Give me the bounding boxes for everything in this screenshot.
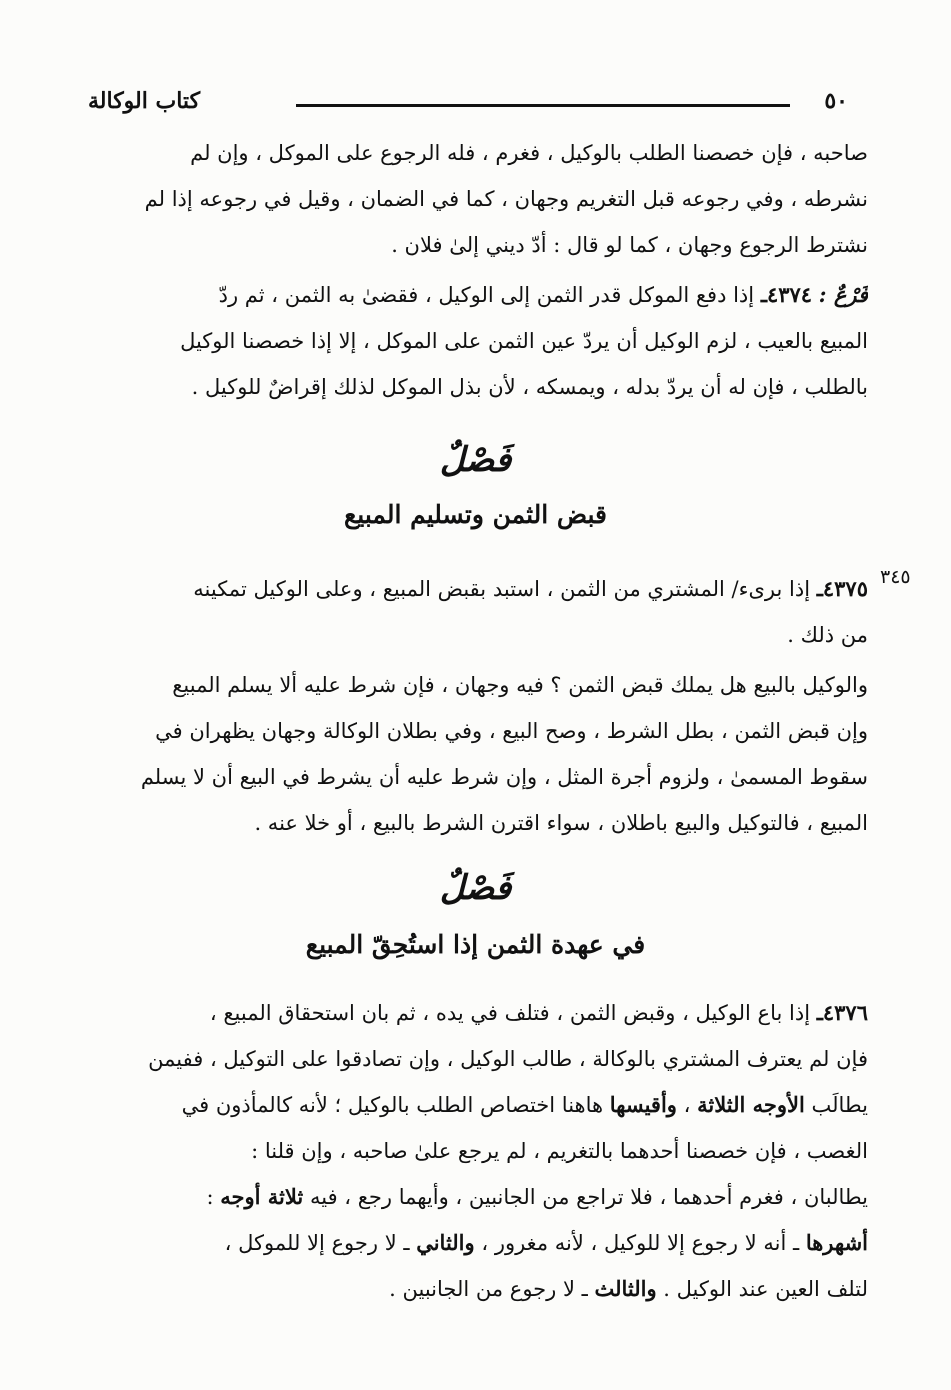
section-title: قبض الثمن وتسليم المبيع [343, 500, 608, 529]
issue-number: ٤٣٧٤ـ [760, 282, 813, 307]
book-title: كتاب الوكالة [88, 88, 201, 114]
page-number: ٥٠ [824, 88, 848, 114]
running-header [88, 88, 848, 120]
text-line [88, 566, 868, 612]
far-label: فَرْعٌ : [818, 282, 868, 307]
text-line [88, 1174, 868, 1220]
section-ornament: فَصْلٌ [439, 868, 512, 908]
bold-term: أشهرها [805, 1230, 868, 1255]
text-line [88, 1220, 868, 1266]
paragraph-1 [88, 130, 868, 268]
text-line: فإن لم يعترف المشتري بالوكالة ، طالب الوكيل ، وإن تصادقوا على التوكيل ، ففيمن [148, 1047, 868, 1071]
text-line: نشترط الرجوع وجهان ، كما لو قال : أدّ ديني إلىٰ فلان . [391, 233, 868, 257]
text-line: والوكيل بالبيع هل يملك قبض الثمن ؟ فيه وجهان ، فإن شرط عليه ألا يسلم المبيع [172, 673, 868, 697]
section-title: في عهدة الثمن إذا استُحِقّ المبيع [305, 930, 646, 959]
text-fragment: ، [683, 1093, 691, 1117]
text-fragment: ـ أنه لا رجوع إلا للوكيل ، لأنه مغرور ، [481, 1231, 800, 1255]
manuscript-folio-ref: ٣٤٥ [880, 566, 911, 588]
text-line [88, 1082, 868, 1128]
issue-number: ٤٣٧٦ـ [816, 1000, 868, 1025]
text-line: وإن قبض الثمن ، بطل الشرط ، وصح البيع ، وفي بطلان الوكالة وجهان يظهران في [155, 719, 868, 743]
text-fragment: : [206, 1185, 214, 1209]
text-fragment: لتلف العين عند الوكيل . [663, 1277, 868, 1301]
text-fragment: إذا برىء/ المشتري من الثمن ، استبد بقبض المبيع ، وعلى الوكيل تمكينه [193, 577, 811, 601]
paragraph-4376 [88, 990, 868, 1312]
bold-term: الأوجه الثلاثة [697, 1092, 805, 1117]
paragraph-agent-sale [88, 662, 868, 846]
text-fragment: إذا دفع الموكل قدر الثمن إلى الوكيل ، فقضىٰ به الثمن ، ثم ردّ [218, 283, 755, 307]
text-fragment: يطالبان ، فغرم أحدهما ، فلا تراجع من الجانبين ، وأيهما رجع ، فيه [309, 1185, 868, 1209]
paragraph-4374 [88, 272, 868, 410]
issue-number: ٤٣٧٥ـ [816, 576, 868, 601]
section-ornament: فَصْلٌ [439, 440, 512, 480]
bold-term: ثلاثة أوجه [220, 1184, 304, 1209]
bold-term: وأقيسها [609, 1092, 677, 1117]
text-line [88, 272, 868, 318]
text-fragment: هاهنا اختصاص الطلب بالوكيل ؛ لأنه كالمأذون في [181, 1093, 604, 1117]
text-line: صاحبه ، فإن خصصنا الطلب بالوكيل ، فغرم ، فله الرجوع على الموكل ، وإن لم [190, 141, 868, 165]
text-line: الغصب ، فإن خصصنا أحدهما بالتغريم ، لم يرجع علىٰ صاحبه ، وإن قلنا : [251, 1139, 868, 1163]
text-fragment: إذا باع الوكيل ، وقبض الثمن ، فتلف في يده ، ثم بان استحقاق المبيع ، [209, 1001, 811, 1025]
text-line: من ذلك . [787, 623, 868, 647]
text-line: المبيع ، فالتوكيل والبيع باطلان ، سواء اقترن الشرط بالبيع ، أو خلا عنه . [254, 811, 868, 835]
header-rule [296, 104, 790, 107]
text-line [88, 1266, 868, 1312]
paragraph-4375 [88, 566, 868, 658]
text-line: بالطلب ، فإن له أن يردّ بدله ، ويمسكه ، لأن بذل الموكل لذلك إقراضٌ للوكيل . [191, 375, 868, 399]
bold-term: والثاني [416, 1230, 475, 1255]
bold-term: والثالث [594, 1276, 657, 1301]
text-line [88, 990, 868, 1036]
text-line: نشرطه ، وفي رجوعه قبل التغريم وجهان ، كما في الضمان ، وقيل في رجوعه إذا لم [144, 187, 868, 211]
text-line: سقوط المسمىٰ ، ولزوم أجرة المثل ، وإن شرط عليه أن يشرط في البيع أن لا يسلم [140, 765, 868, 789]
text-fragment: ـ لا رجوع من الجانبين . [389, 1277, 588, 1301]
text-fragment: يطالَب [811, 1093, 868, 1117]
text-line: المبيع بالعيب ، لزم الوكيل أن يردّ عين الثمن على الموكل ، إلا إذا خصصنا الوكيل [180, 329, 868, 353]
text-fragment: ـ لا رجوع إلا للموكل ، [224, 1231, 410, 1255]
